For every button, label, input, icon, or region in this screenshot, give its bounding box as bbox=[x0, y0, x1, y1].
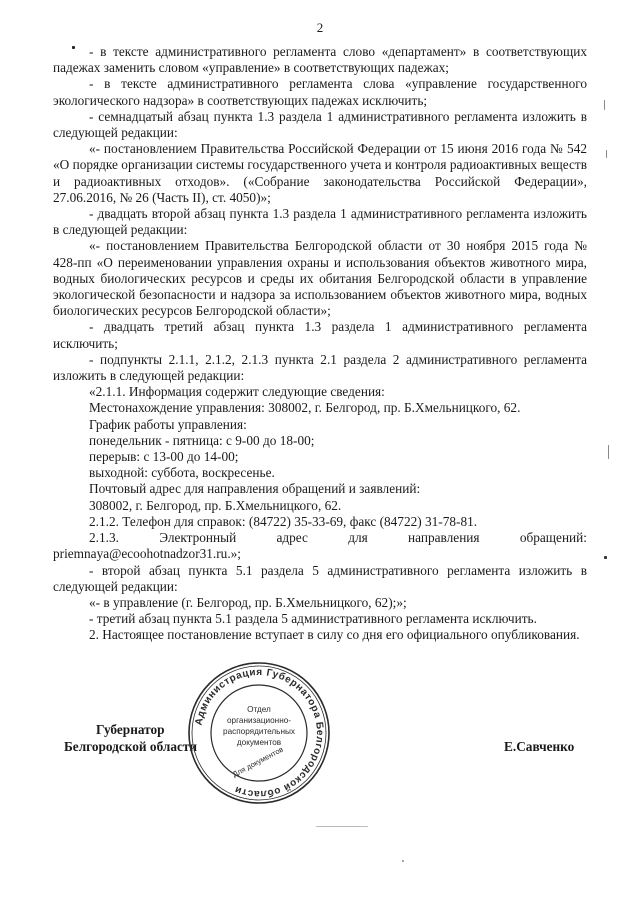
page-number: 2 bbox=[316, 20, 324, 35]
signatory-title: Губернатор bbox=[96, 722, 165, 737]
signatory-region: Белгородской области bbox=[64, 739, 198, 754]
paragraph: - двадцать третий абзац пункта 1.3 раздела 1 административного регламента исключить; bbox=[53, 319, 587, 351]
paragraph: понедельник - пятница: с 9-00 до 18-00; bbox=[89, 432, 315, 448]
paragraph: 2.1.3. Электронный адрес для направления обращений: priemnaya@ecoohotnadzor31.ru.»; bbox=[53, 530, 587, 562]
paragraph: - третий абзац пункта 5.1 раздела 5 административного регламента исключить. bbox=[89, 611, 537, 627]
svg-text:документов: документов bbox=[236, 738, 282, 747]
paragraph: - второй абзац пункта 5.1 раздела 5 административного регламента изложить в следующей редакции: bbox=[53, 562, 587, 594]
scan-mark bbox=[604, 556, 607, 559]
paragraph: Местонахождение управления: 308002, г. Белгород, пр. Б.Хмельницкого, 62. bbox=[89, 400, 521, 416]
paragraph: «- постановлением Правительства Российской Федерации от 15 июня 2016 года № 542 «О порядке организации системы государственного учета и контроля радиоактивных веществ и радиоактивных отходов». («Собрание законодательства Российской Федерации», 27.06.2016, № 26 (Часть II), ст. 4050)»; bbox=[53, 141, 587, 205]
paragraph: - в тексте административного регламента слова «управление государственного экологического надзора» в соответствующих падежах исключить; bbox=[53, 76, 587, 108]
scan-mark bbox=[72, 46, 75, 49]
document-body bbox=[53, 44, 587, 644]
paragraph: График работы управления: bbox=[89, 416, 247, 432]
paragraph: «- в управление (г. Белгород, пр. Б.Хмельницкого, 62);»; bbox=[89, 594, 407, 610]
scan-mark bbox=[606, 150, 607, 158]
paragraph: - в тексте административного регламента слово «департамент» в соответствующих падежах заменить словом «управление» в соответствующих падежах; bbox=[53, 44, 587, 76]
scan-mark bbox=[608, 445, 609, 459]
scan-mark bbox=[316, 826, 368, 827]
paragraph: перерыв: с 13-00 до 14-00; bbox=[89, 449, 239, 465]
paragraph: - семнадцатый абзац пункта 1.3 раздела 1 административного регламента изложить в следующей редакции: bbox=[53, 108, 587, 141]
paragraph: «- постановлением Правительства Белгородской области от 30 ноября 2015 года № 428-пп «О переименовании управления охраны и использования объектов животного мира, водных биологических ресурсов и среды их обитания Белгородской области в управление экологической безопасности и надзора за использованием объектов животного мира, водных биологических ресурсов Белгородской области»; bbox=[53, 238, 587, 319]
signatory-name: Е.Савченко bbox=[504, 739, 575, 754]
svg-text:Отдел: Отдел bbox=[247, 705, 271, 714]
scan-mark bbox=[402, 860, 404, 862]
paragraph: - двадцать второй абзац пункта 1.3 раздела 1 административного регламента изложить в следующей редакции: bbox=[53, 206, 587, 238]
scan-mark bbox=[604, 100, 605, 110]
paragraph: выходной: суббота, воскресенье. bbox=[89, 465, 275, 481]
paragraph: «2.1.1. Информация содержит следующие сведения: bbox=[89, 384, 385, 400]
svg-text:распорядительных: распорядительных bbox=[223, 727, 295, 736]
svg-text:Для документов: Для документов bbox=[230, 744, 285, 779]
official-seal bbox=[186, 660, 332, 806]
svg-text:организационно-: организационно- bbox=[226, 716, 292, 725]
paragraph: 2.1.2. Телефон для справок: (84722) 35-33-69, факс (84722) 31-78-81. bbox=[89, 513, 478, 529]
paragraph: Почтовый адрес для направления обращений и заявлений: bbox=[89, 481, 421, 497]
paragraph: 308002, г. Белгород, пр. Б.Хмельницкого, 62. bbox=[89, 497, 342, 513]
paragraph: 2. Настоящее постановление вступает в силу со дня его официального опубликования. bbox=[89, 627, 580, 643]
paragraph: - подпункты 2.1.1, 2.1.2, 2.1.3 пункта 2.1 раздела 2 административного регламента изложить в следующей редакции: bbox=[53, 351, 587, 384]
svg-text:Администрация Губернатора Белг: Администрация Губернатора Белгородской области bbox=[193, 666, 326, 800]
